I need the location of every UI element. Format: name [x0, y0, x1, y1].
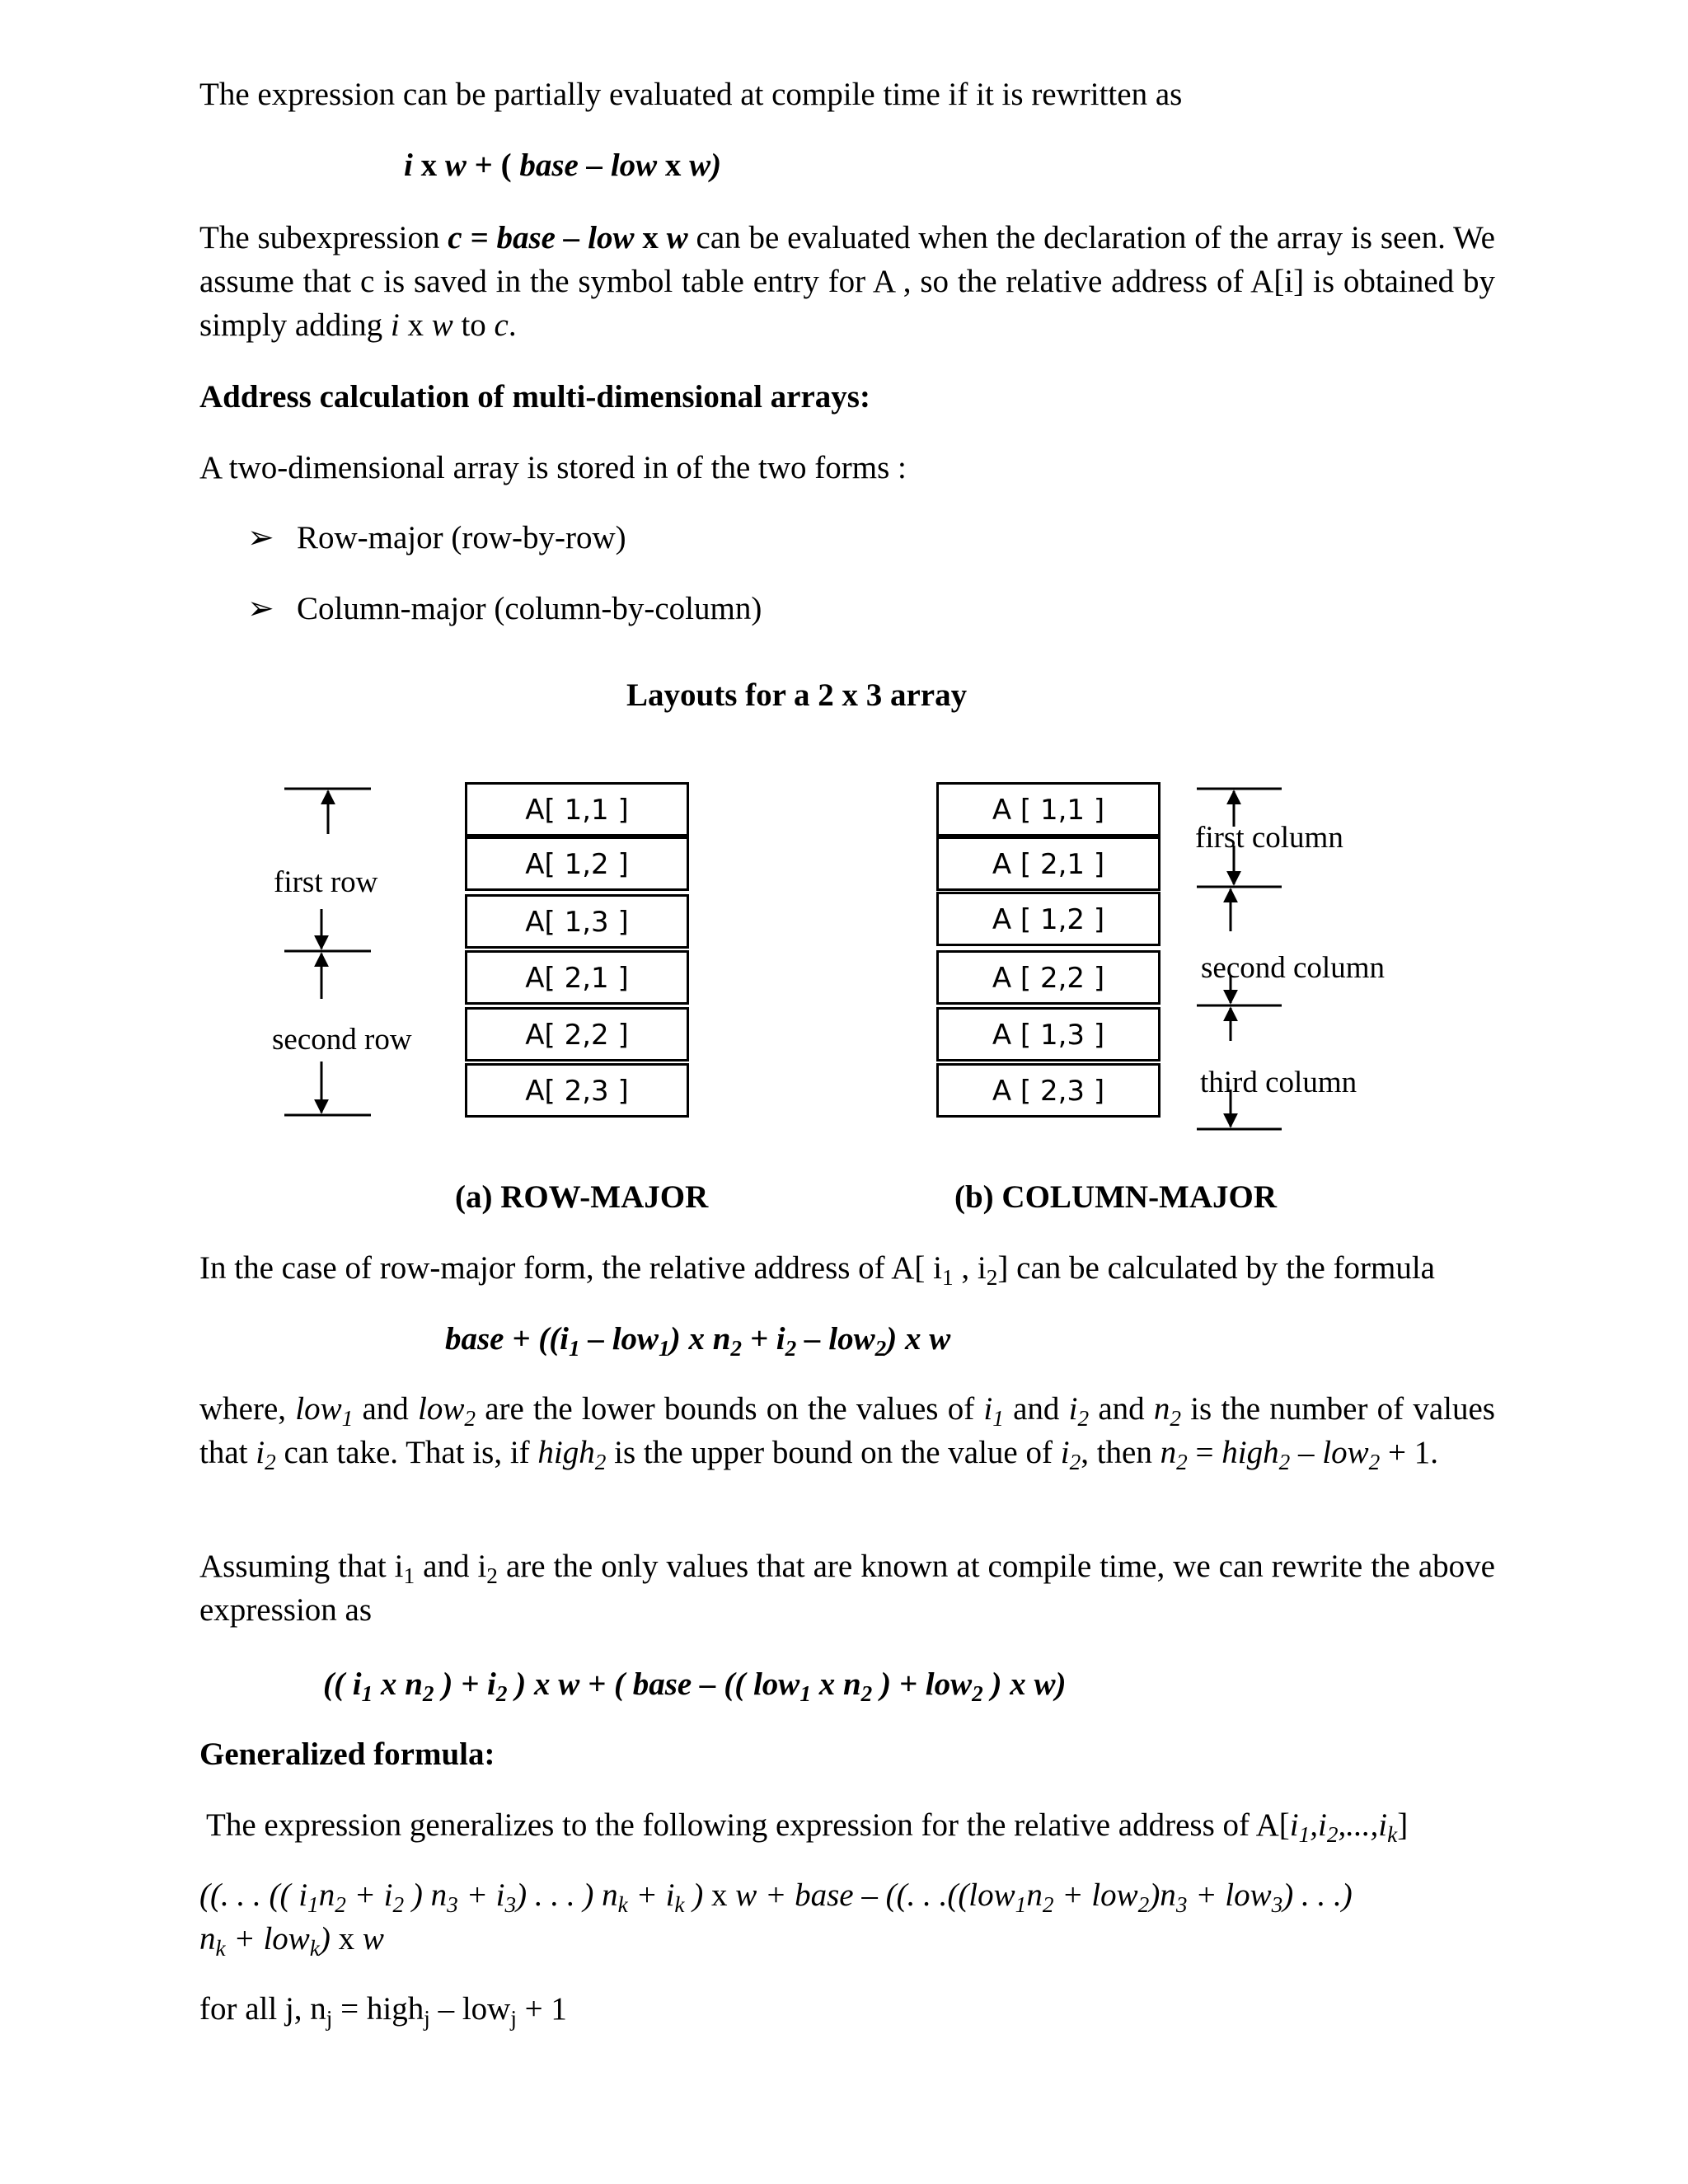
- formula-partial-eval: i x w + ( base – low x w): [404, 148, 722, 183]
- intro-text: The expression can be partially evaluated at compile time if it is rewritten as: [199, 77, 1183, 112]
- row-major-cell: A[ 1,2 ]: [465, 837, 689, 891]
- second-column-label: second column: [1201, 951, 1385, 985]
- for-all-j: for all j, $n_j$ = high$_j$ – low$_j$ + 1: [199, 1991, 567, 2032]
- row-major-formula: base + ($(i_1 - low_1)$ x $n_2 + i_2 - low_2$) x w: [445, 1321, 951, 1361]
- row-major-cell: A[ 2,3 ]: [465, 1063, 689, 1118]
- two-dim-intro: A two-dimensional array is stored in of the two forms :: [199, 450, 907, 485]
- figure-title: Layouts for a 2 x 3 array: [626, 677, 968, 713]
- row-major-cell: A[ 1,3 ]: [465, 894, 689, 949]
- general-formula-line1: ((. . . (( $i_1n_2 + i_2$ ) $n_3 + i_3$) . . . ) $n_k + i_k$ ) x w + base – ((. . $.((low_1n_2 + low_2)n_3 + low_3)$ . . .): [199, 1877, 1353, 1918]
- rewritten-formula: (( $i_1$ x $n_2$ ) + $i_2$ ) x w + ( base – (( low$_1$ x $n_2$ ) + low$_2$ ) x w): [323, 1666, 1067, 1707]
- bullet-column-major: ➢ Column-major (column-by-column): [247, 587, 762, 630]
- column-major-cell: A [ 2,2 ]: [936, 950, 1160, 1005]
- caption-column-major: (b) COLUMN-MAJOR: [954, 1179, 1278, 1215]
- arrow-bullet-icon: ➢: [247, 591, 274, 626]
- column-major-cell: A [ 2,3 ]: [936, 1063, 1160, 1118]
- row-major-cell: A[ 2,1 ]: [465, 950, 689, 1005]
- caption-row-major: (a) ROW-MAJOR: [455, 1179, 709, 1215]
- heading-multidim: Address calculation of multi-dimensional arrays:: [199, 379, 870, 415]
- subexpression-paragraph: The subexpression c = base – low x w can be evaluated when the declaration of the array is seen. We assume that c is saved in the symbol table entry for A , so the relative address of A[i] is obtained by simply adding i x w to c.: [199, 220, 1495, 343]
- row-major-cell: A[ 2,2 ]: [465, 1007, 689, 1062]
- assuming-paragraph: Assuming that $i_1$ and $i_2$ are the only values that are known at compile time, we can rewrite the above expression as: [199, 1549, 1495, 1628]
- column-major-cell: A [ 1,1 ]: [936, 782, 1160, 837]
- heading-generalized: Generalized formula:: [199, 1736, 495, 1772]
- column-major-cell: A [ 2,1 ]: [936, 837, 1160, 891]
- row-major-intro: In the case of row-major form, the relative address of A[ $i_1$ , $i_2$] can be calculated by the formula: [199, 1250, 1435, 1291]
- bullet-row-major: ➢ Row-major (row-by-row): [247, 516, 626, 560]
- general-intro: The expression generalizes to the following expression for the relative address of $A[i_1,i_2,...,i_k]$: [206, 1807, 1409, 1848]
- third-column-label: third column: [1200, 1066, 1357, 1099]
- second-row-label: second row: [272, 1023, 412, 1057]
- general-formula-line2: $n_k + low_k$) x w: [199, 1921, 384, 1961]
- row-major-cell: A[ 1,1 ]: [465, 782, 689, 837]
- arrow-bullet-icon: ➢: [247, 520, 274, 555]
- column-major-cell: A [ 1,2 ]: [936, 892, 1160, 946]
- first-column-label: first column: [1195, 821, 1343, 855]
- where-paragraph: where, low$_1$ and low$_2$ are the lower bounds on the values of $i_1$ and $i_2$ and $n_2$ is the number of values that $i_2$ can take. That is, if high$_2$ is the upper bound on the value of $i_2$, then $n_2$ = high$_2$ – low$_2$ + 1.: [199, 1391, 1495, 1475]
- first-row-label: first row: [274, 865, 378, 899]
- column-major-cell: A [ 1,3 ]: [936, 1007, 1160, 1062]
